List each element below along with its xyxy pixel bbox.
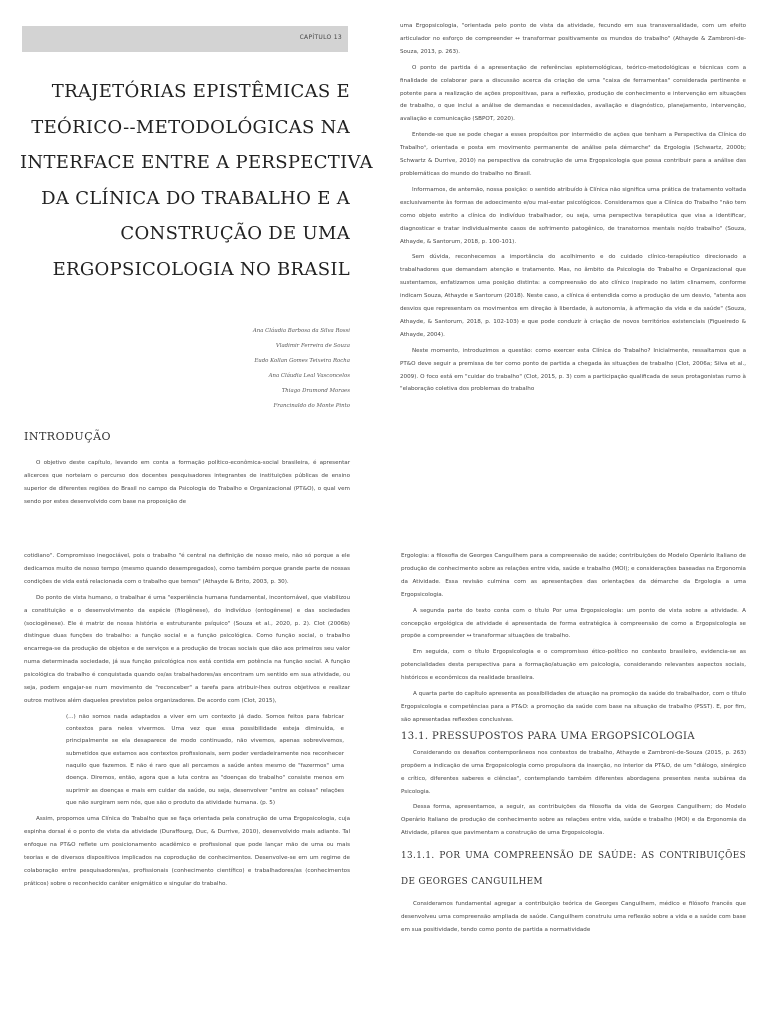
title-line: DA CLÍNICA DO TRABALHO E A [41, 187, 350, 209]
chapter-title [20, 74, 373, 287]
title-line: TEÓRICO--METODOLÓGICAS NA [31, 116, 350, 138]
paragraph: cotidiano". Compromisso inegociável, pois o trabalho "é central na definição de nosso meio, não só porque a ele dedicamos muito de nosso tempo (mesmo quando desempregados), como também porque grande parte de nossas condições de vida está relacionada com o trabalho que temos" (Athayde & Brito, 2003, p. 30). [24, 553, 350, 585]
paragraph: Do ponto de vista humano, o trabalhar é uma "experiência humana fundamental, incontornável, que viabilizou a constituição e o desenvolvimento da espécie (filogênese), do indivíduo (ontogênese) e das sociedades (sociogênese). Ele é matriz de nossa história e estruturante psíquico" (Souza et al., 2020, p. 2). Clot (2006b) distingue duas funções do trabalho: a função social e a função psicológica. Como função social, o trabalho encarrega-se da produção de objetos e de serviços e a produção de trocas sociais que dão aos primeiros seu valor numa determinada sociedade, já sua função psicológica nos está contida em potência na função social. A função psicológica do trabalho é conquistada quando os/as trabalhadores/as encontram um sentido em sua atividade, ou seja, podem engajar-se num movimento de "reconceber" a tarefa para atribuir-lhes outros objetivos e realizar outros motivos além daqueles previstos pelos organizadores. De acordo com (Clot, 2015), [24, 594, 350, 704]
author-name: Ana Cláudia Leal Vasconcelos [268, 373, 350, 379]
paragraph: Sem dúvida, reconhecemos a importância do acolhimento e do cuidado clínico-terapêutico direcionado a trabalhadores que demandam atenção e tratamento. Mas, no âmbito da Psicologia do Trabalho e Organizacional que sustentamos, enfatizamos uma posição distinta: a compreensão do ato clínico inspirado no latim clinamem, conforme indicam Souza, Athayde e Santorum (2018). Neste caso, a clínica é entendida como a produção de um desvio, "atenta aos desvios que representam os movimentos em direção à liberdade, à autonomia, à afirmação da vida e da saúde" (Souza, Athayde, & Santorum, 2018, p. 102-103) e que pode conduzir à criação de novos territórios existenciais (Figueiredo & Athayde, 2004). [400, 254, 746, 338]
paragraph: Considerando os desafios contemporâneos nos contextos de trabalho, Athayde e Zambroni-de-Souza (2015, p. 263) propõem a indicação de uma Ergopsicologia como propulsora da inserção, no interior da PT&O, de um "diálogo, sinérgico e crítico, diferentes saberes e ciências", contemplando também diferentes abordagens presentes nesta subárea da Psicologia. [401, 749, 746, 795]
author-list [120, 324, 350, 414]
title-line: ERGOPSICOLOGIA NO BRASIL [52, 258, 350, 280]
paragraph: uma Ergopsicologia, "orientada pelo ponto de vista da atividade, fecundo em sua transversalidade, com um efeito articulador no esforço de compreender ↔ transformar positivamente os mundos do trabalho" (Athayde & Zambroni-de-Souza, 2013, p. 263). [400, 23, 746, 55]
text-page-right-top [384, 0, 768, 536]
block-quote: (...) não somos nada adaptados a viver em um contexto já dado. Somos feitos para fabricar contextos para neles vivermos. Uma vez que essa possibilidade esteja diminuída, e principalmente se ela desaparece de modo continuado, não vivemos, apenas sobrevivemos, submetidos que estamos aos contextos profissionais, sem poder verdadeiramente nos reconhecer naquilo que fazemos. E não é raro que ali percamos a saúde antes mesmo de "fazermos" uma doença. Diremos, então, agora que a luta contra as "doenças do trabalho" consiste menos em suprimir as doenças e mais em cuidar da saúde, ou seja, desenvolver "entre as coisas" relações que não surgiram sem nós, que são o produto da atividade humana. (p. 5) [66, 713, 344, 806]
body-text [24, 550, 350, 894]
title-line: INTERFACE ENTRE A PERSPECTIVA [20, 152, 373, 173]
paragraph: Assim, propomos uma Clínica do Trabalho que se faça orientada pela construção de uma Ergopsicologia, cuja espinha dorsal é o ponto de vista da atividade (Duraffourg, Duc, & Durrive, 2010), desenvolvido mais adiante. Tal enfoque na PT&O reflete um posicionamento acadêmico e profissional que pode lançar mão de uma ou mais teorias e de diversos dispositivos implicados na coprodução de conhecimentos. Desenvolve-se em um regime de colaboração entre pesquisadores/as, profissionais (conhecimento científico) e trabalhadores/as (conhecimentos práticos) sobre o reconhecido caráter enigmático e singular do trabalho. [24, 816, 350, 887]
chapter-header-band [22, 26, 348, 52]
paragraph: A segunda parte do texto conta com o título Por uma Ergopsicologia: um ponto de vista sobre a atividade. A concepção ergológica de atividade é apresentada de forma estratégica à compreensão de como a Ergopsicologia se propõe a compreender ↔ transformar situações de trabalho. [401, 607, 746, 640]
title-line: TRAJETÓRIAS EPISTÊMICAS E [51, 81, 350, 102]
paragraph: A quarta parte do capítulo apresenta as possibilidades de atuação na promoção da saúde do trabalhador, com o título Ergopsicologia e competências para a PT&O: a promoção da saúde com base na situação de trabalho (PSST). E, por fim, são apresentadas reflexões conclusivas. [401, 691, 746, 723]
intro-body [24, 457, 350, 512]
paragraph: Consideramos fundamental agregar a contribuição teórica de Georges Canguilhem, médico e filósofo francês que desenvolveu uma compreensão ampliada de saúde. Canguilhem construiu uma reflexão sobre a vida e a saúde com base em sua positividade, tendo como ponto de partida a normatividade [401, 901, 746, 933]
text-page-right-bottom [384, 536, 768, 1024]
section-heading: 13.1. PRESSUPOSTOS PARA UMA ERGOPSICOLOGIA [401, 730, 696, 742]
author-name: Francinaldo do Monte Pinto [273, 403, 350, 409]
paragraph: Em seguida, com o título Ergopsicologia e o compromisso ético-político no contexto brasileiro, evidencia-se as potencialidades desta perspectiva para a formação/atuação em psicologia, considerando relevantes aspectos sociais, históricos e econômicos da realidade brasileira. [401, 649, 746, 682]
body-text [401, 550, 746, 940]
paragraph: O ponto de partida é a apresentação de referências epistemológicas, teórico-metodológicas e técnicas com a finalidade de colaborar para a discussão acerca da criação de uma "caixa de ferramentas" considerada pertinente e potente para a realização de ações propositivas, para a reflexão, produção de conhecimento e intervenção em situações de trabalho, o que inclui a análise de demandas e necessidades, avaliação e diagnóstico, planejamento, intervenção, avaliação e comunicação (SBPOT, 2020). [400, 64, 746, 123]
paragraph: Dessa forma, apresentamos, a seguir, as contribuições da filosofia da vida de Georges Canguilhem; do Modelo Operário Italiano de produção de conhecimento sobre as relações entre vida, saúde e trabalho (MOI) e da Ergonomia da Atividade, pilares que pavimentam a construção de uma Ergopsicologia. [401, 804, 746, 837]
body-text [400, 20, 746, 399]
paragraph: Ergologia: a filosofia de Georges Canguilhem para a compreensão de saúde; contribuições do Modelo Operário Italiano de produção de conhecimento sobre as relações entre vida, saúde e trabalho (MOI); e considerações baseadas na Ergonomia da Atividade. Essa revisão culmina com as apresentações das orientações da démarche da Ergologia a uma Ergopsicologia. [401, 553, 746, 598]
author-name: Vladimir Ferreira de Souza [275, 343, 350, 349]
text-page-left-bottom [0, 536, 384, 1024]
intro-heading: INTRODUÇÃO [24, 430, 112, 443]
author-name: Thiago Drumond Moraes [281, 388, 350, 394]
author-name: Eudo Kollan Gomes Teixeira Rocha [254, 358, 350, 364]
chapter-label: CAPÍTULO 13 [299, 34, 342, 41]
subsection-heading: 13.1.1. POR UMA COMPREENSÃO DE SAÚDE: AS CONTRIBUIÇÕES DE GEORGES CANGUILHEM [401, 851, 746, 888]
author-name: Ana Cláudia Barbosa da Silva Rossi [252, 328, 350, 334]
title-line: CONSTRUÇÃO DE UMA [120, 223, 350, 244]
paragraph: Entende-se que se pode chegar a esses propósitos por intermédio de ações que tenham a Perspectiva da Clínica do Trabalho¹, orientada e posta em movimento permanente de análise pela démarche² da Ergologia (Schwartz, 2000b; Schwartz & Durrive, 2010) na perspectiva da construção de uma Ergopsicologia que possa contribuir para a análise das problemáticas do mundo do trabalho no Brasil. [400, 132, 746, 177]
paragraph: O objetivo deste capítulo, levando em conta a formação político-econômica-social brasileira, é apresentar alicerces que norteiam o percurso dos docentes pesquisadores integrantes de instituições públicas de ensino superior de diferentes regiões do Brasil no campo da Psicologia do Trabalho e Organizacional (PT&O), o qual vem sendo por estes desenvolvido com base na proposição de [24, 460, 350, 505]
paragraph: Neste momento, introduzimos a questão: como exercer esta Clínica do Trabalho? Inicialmente, ressaltamos que a PT&O deve seguir a premissa de ter como ponto de partida a chegada às situações de trabalho (Clot, 2006a; Silva et al., 2009). O foco está em "cuidar do trabalho" (Clot, 2015, p. 3) com a participação qualificada de seus protagonistas rumo à "elaboração coletiva dos problemas do trabalho [400, 347, 746, 393]
chapter-opening-page [0, 0, 384, 536]
paragraph: Informamos, de antemão, nossa posição: o sentido atribuído à Clínica não significa uma prática de tratamento voltada exclusivamente às formas de adoecimento e/ou mal-estar psicológicos. Consideramos que a Clínica do Trabalho "não tem como objeto estrito a clínica do indivíduo trabalhador, ou seja, uma perspectiva terapêutica que visa a identificar, diagnosticar e tratar individualmente casos de sofrimento patogênico, de transtornos mentais no/do trabalho" (Souza, Athayde, & Santorum, 2018, p. 100-101). [400, 186, 746, 245]
